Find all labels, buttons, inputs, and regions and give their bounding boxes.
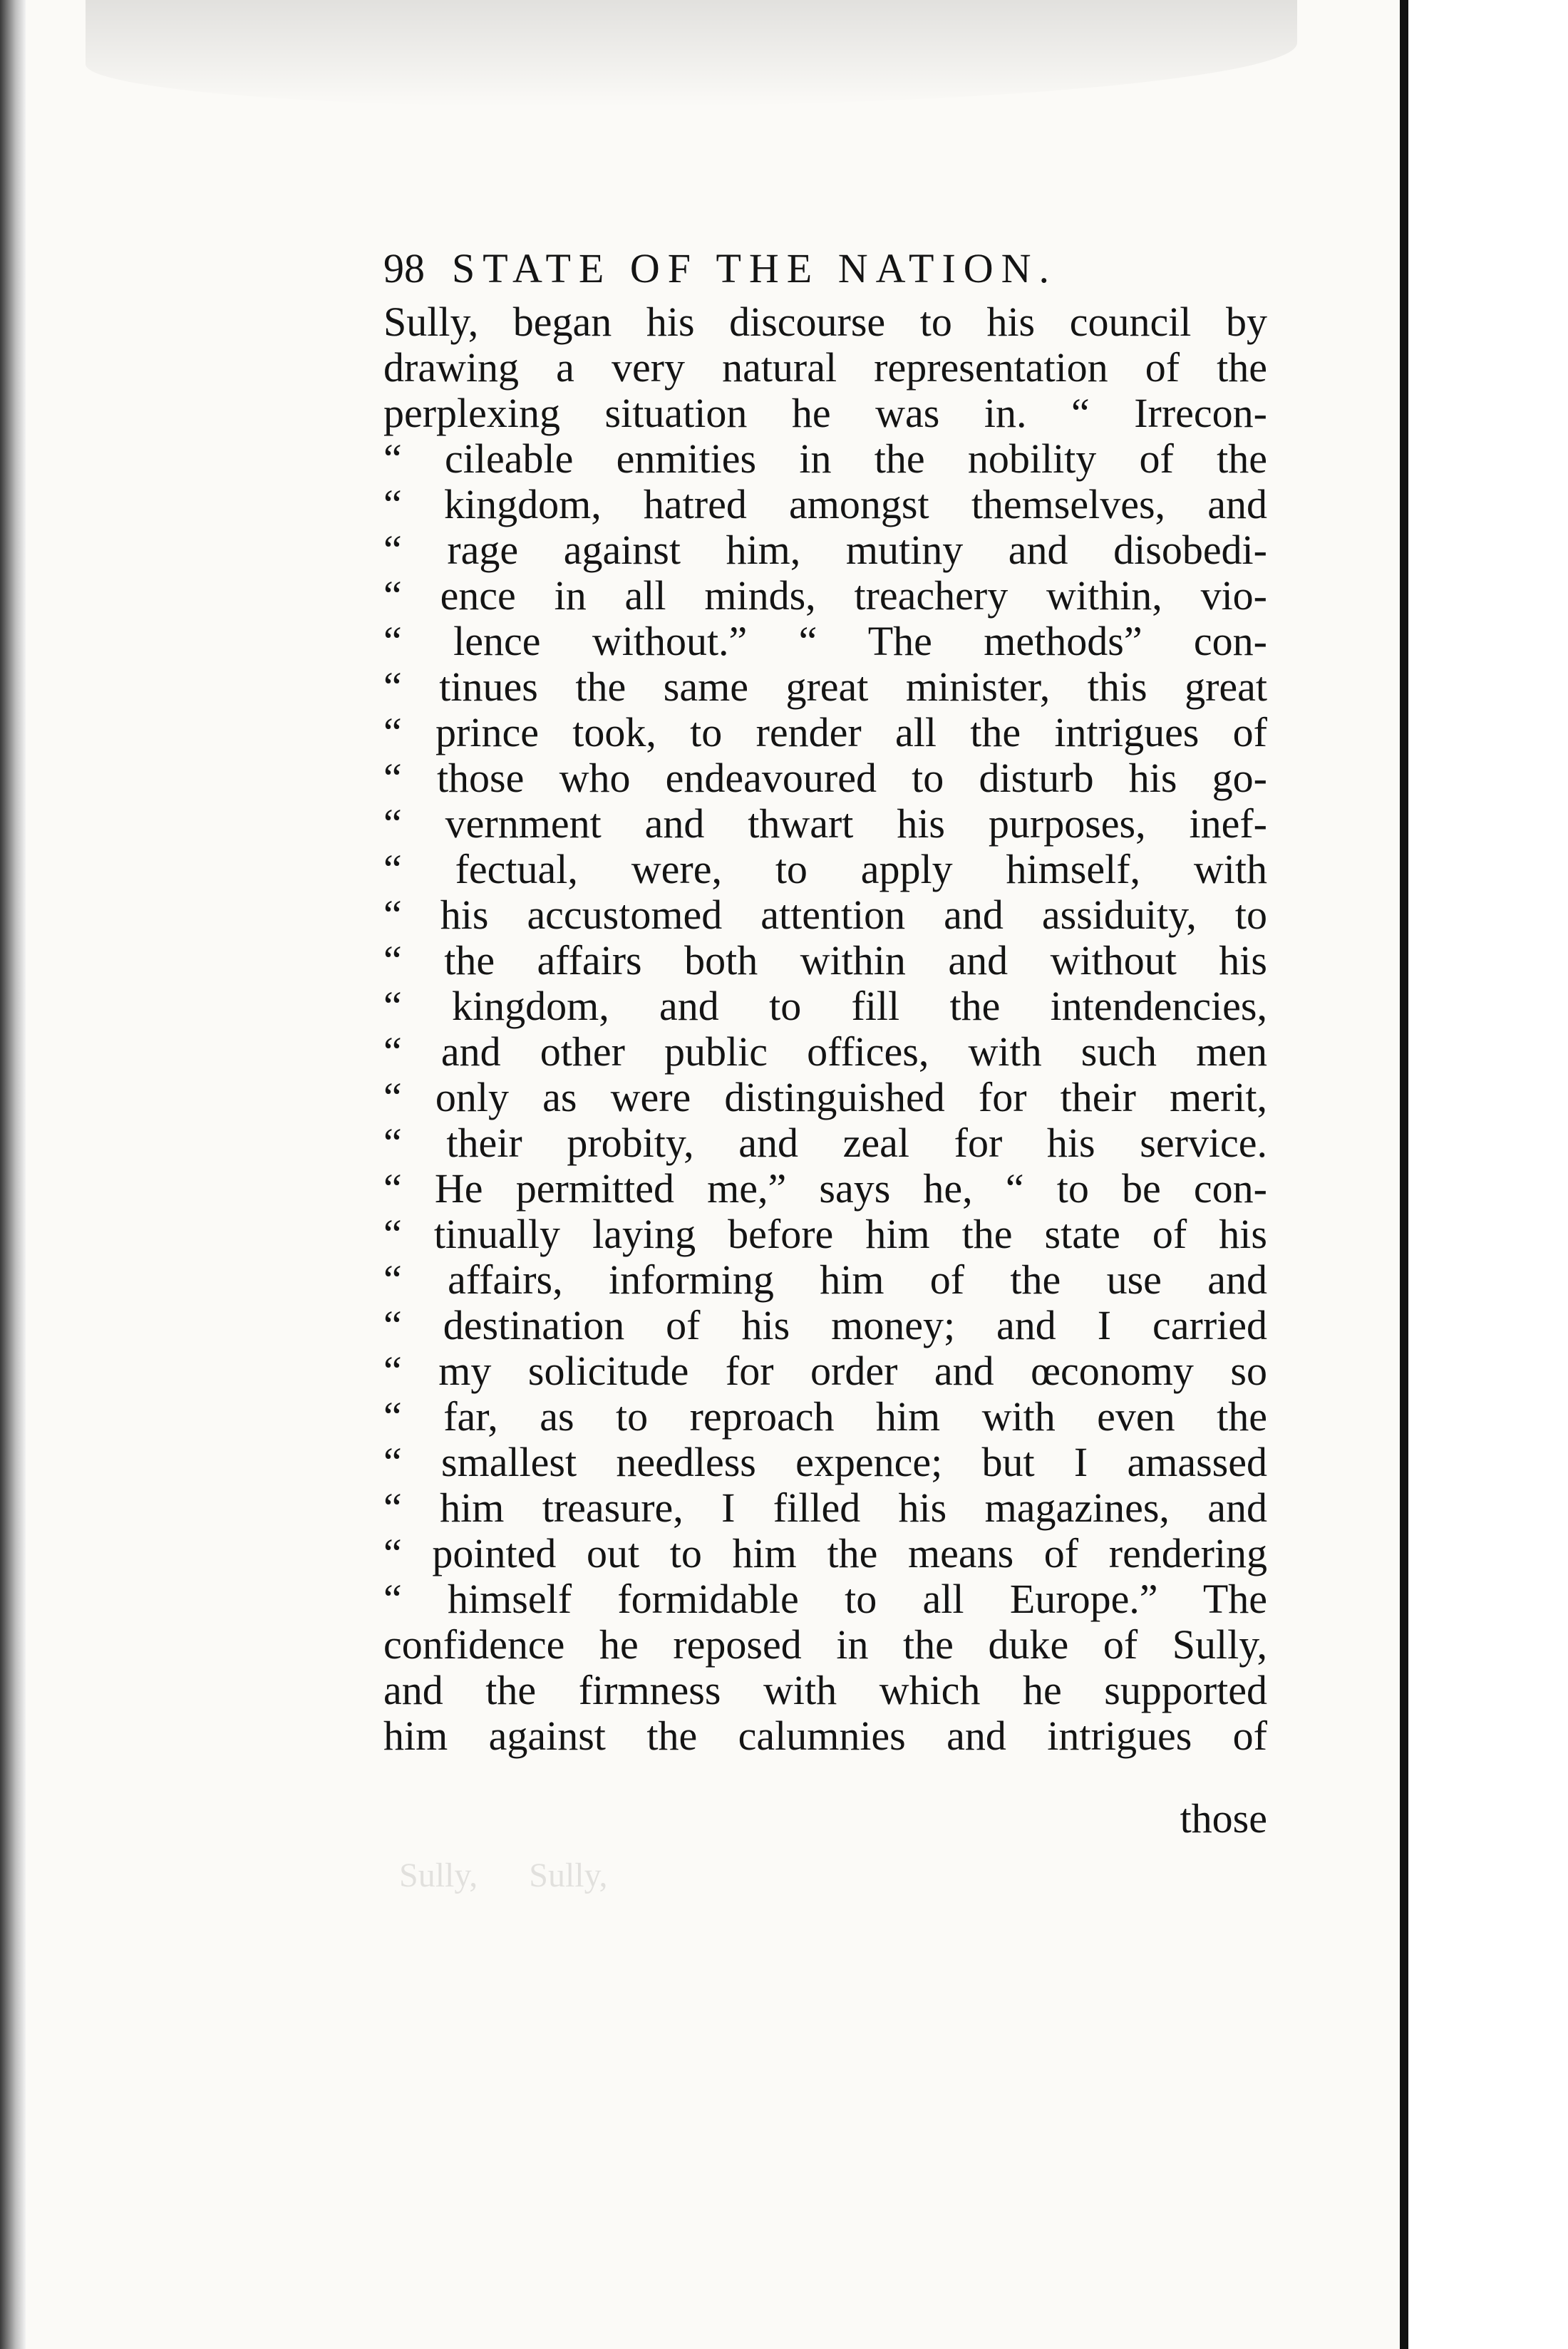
page-number: 98 bbox=[383, 245, 425, 291]
text-line: “ vernment and thwart his purposes, inef- bbox=[383, 801, 1267, 847]
text-line: “ his accustomed attention and assiduity, to bbox=[383, 892, 1267, 938]
text-line: “ lence without.” “ The methods” con- bbox=[383, 619, 1267, 664]
text-line: confidence he reposed in the duke of Sully, bbox=[383, 1622, 1267, 1668]
text-line: “ ence in all minds, treachery within, vio- bbox=[383, 573, 1267, 619]
running-head-title: STATE OF THE NATION. bbox=[452, 245, 1058, 291]
body-text bbox=[383, 299, 1267, 1759]
running-head bbox=[383, 241, 1267, 296]
text-line: “ my solicitude for order and œconomy so bbox=[383, 1348, 1267, 1394]
text-line: “ smallest needless expence; but I amassed bbox=[383, 1440, 1267, 1485]
text-line: “ the affairs both within and without his bbox=[383, 938, 1267, 984]
text-line: and the firmness with which he supported bbox=[383, 1668, 1267, 1713]
facing-page-edge bbox=[1408, 0, 1568, 2349]
text-line: “ himself formidable to all Europe.” The bbox=[383, 1576, 1267, 1622]
text-line: perplexing situation he was in. “ Irrecon- bbox=[383, 391, 1267, 436]
text-line: “ pointed out to him the means of rendering bbox=[383, 1531, 1267, 1576]
text-line: “ cileable enmities in the nobility of the bbox=[383, 436, 1267, 482]
paper-stain bbox=[86, 0, 1297, 107]
text-line: him against the calumnies and intrigues of bbox=[383, 1713, 1267, 1759]
text-line: “ far, as to reproach him with even the bbox=[383, 1394, 1267, 1440]
text-line: “ those who endeavoured to disturb his go- bbox=[383, 755, 1267, 801]
text-line: “ their probity, and zeal for his service. bbox=[383, 1120, 1267, 1166]
text-line: “ him treasure, I filled his magazines, and bbox=[383, 1485, 1267, 1531]
text-line: “ He permitted me,” says he, “ to be con- bbox=[383, 1166, 1267, 1212]
spine-shadow bbox=[0, 0, 26, 2349]
text-line: “ and other public offices, with such men bbox=[383, 1029, 1267, 1075]
text-line: “ destination of his money; and I carried bbox=[383, 1303, 1267, 1348]
catchword: those bbox=[1180, 1795, 1267, 1842]
text-line: “ tinually laying before him the state of his bbox=[383, 1212, 1267, 1257]
gutter-edge bbox=[1400, 0, 1408, 2349]
text-line: “ rage against him, mutiny and disobedi- bbox=[383, 527, 1267, 573]
text-line: “ only as were distinguished for their merit, bbox=[383, 1075, 1267, 1120]
text-line: “ fectual, were, to apply himself, with bbox=[383, 847, 1267, 892]
bleed-through-text: Sully, Sully, bbox=[399, 1857, 608, 1894]
text-line: “ kingdom, and to fill the intendencies, bbox=[383, 984, 1267, 1029]
text-line: drawing a very natural representation of the bbox=[383, 345, 1267, 391]
text-line: “ tinues the same great minister, this great bbox=[383, 664, 1267, 710]
text-line: “ kingdom, hatred amongst themselves, and bbox=[383, 482, 1267, 527]
text-line: “ prince took, to render all the intrigues of bbox=[383, 710, 1267, 755]
text-line: Sully, began his discourse to his council by bbox=[383, 299, 1267, 345]
text-line: “ affairs, informing him of the use and bbox=[383, 1257, 1267, 1303]
